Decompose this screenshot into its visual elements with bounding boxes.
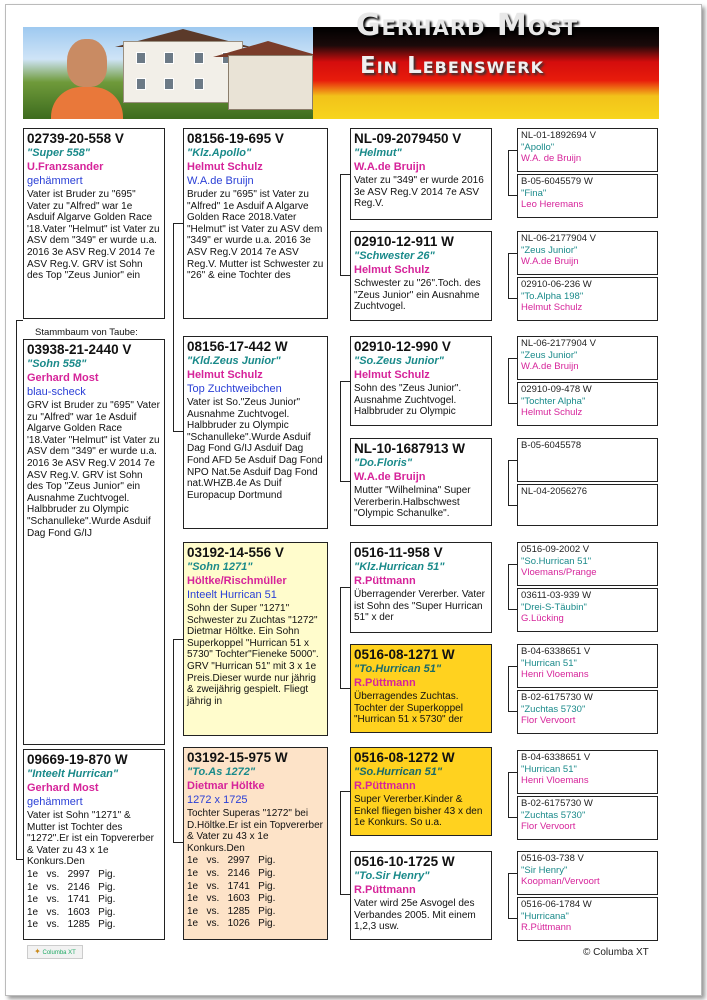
pedigree-mini-col4-3 (517, 231, 658, 275)
breeder-name: Henri Vloemans (521, 669, 589, 680)
breeder-name: Helmut Schulz (521, 302, 583, 313)
breeder-name: Gerhard Most (27, 372, 99, 384)
pedigree-mini-col4-9 (517, 542, 658, 586)
ring-number: 0516-09-2002 V (521, 544, 590, 555)
pigeon-name: "To.Alpha 198" (521, 290, 584, 302)
breeder-name: G.Lücking (521, 613, 564, 624)
result-line: 1e vs. 2997 Pig. (187, 855, 276, 867)
pigeon-name: "Schwester 26" (354, 250, 435, 262)
ring-number: 09669-19-870 W (27, 752, 128, 767)
description: Vater zu "349" er wurde 2016 3e ASV Reg.V 2014 7e ASV Reg.V. (354, 175, 484, 210)
pigeon-name: "To.As 1272" (187, 766, 256, 778)
stammbaum-label: Stammbaum von Taube: (35, 327, 138, 338)
breeder-name: W.A.de Bruijn (354, 471, 426, 483)
pedigree-card-col3-2 (350, 231, 492, 321)
breeder-name: W.A.de Bruijn (521, 361, 579, 372)
ring-number: 03938-21-2440 V (27, 342, 132, 357)
pedigree-mini-col4-14 (517, 796, 658, 840)
pedigree-card-col1-bottom (23, 749, 165, 940)
pigeon-name: "Zeus Junior" (521, 244, 578, 256)
pedigree-card-col1-top (23, 128, 165, 319)
result-line: 1e vs. 1603 Pig. (187, 893, 276, 905)
tree-connector (340, 381, 350, 482)
pigeon-name: "Hurricana" (521, 910, 569, 922)
ring-number: NL-01-1892694 V (521, 130, 596, 141)
pigeon-name: "Sohn 558" (27, 358, 87, 370)
result-line: 1e vs. 1026 Pig. (187, 918, 276, 930)
ring-number: NL-09-2079450 V (354, 131, 462, 146)
result-line: 1e vs. 2146 Pig. (187, 867, 276, 879)
pedigree-mini-col4-15 (517, 851, 658, 895)
description: Vater ist Sohn "1271" & Mutter ist Tochter des "1272".Er ist ein Topvererber & Vater zu 43 x 1e Konkurs.Den (27, 810, 154, 868)
pedigree-card-col3-5 (350, 542, 492, 633)
ring-number: 02910-06-236 W (521, 279, 592, 290)
tree-connector (508, 772, 517, 818)
extra-label: Top Zuchtweibchen (187, 383, 282, 395)
ring-number: 02910-09-478 W (521, 384, 592, 395)
result-line: 1e vs. 1285 Pig. (27, 919, 116, 931)
description: Bruder zu "695" ist Vater zu "Alfred" 1e Asduif A Algarve Golden Race 2018.Vater "Helmut" ist Vater zu ASV dem "349" er wurde u.a. 2016 3e ASV Reg.V 2014 7e ASV Reg.V. Mutter ist Schwester zu "26" & eine Tochter des (187, 189, 324, 282)
breeder-name: W.A. de Bruijn (521, 153, 582, 164)
breeder-name: R.Püttmann (354, 780, 416, 792)
pedigree-card-main (23, 339, 165, 745)
pigeon-name: "Klz.Hurrican 51" (354, 561, 445, 573)
pigeon-name: "So.Hurrican 51" (354, 766, 443, 778)
pedigree-card-col2-4 (183, 747, 328, 940)
breeder-name: R.Püttmann (354, 677, 416, 689)
pigeon-name: "So.Zeus Junior" (354, 355, 444, 367)
ring-number: 03192-15-975 W (187, 750, 288, 765)
ring-number: 08156-19-695 V (187, 131, 284, 146)
pedigree-card-col3-7 (350, 747, 492, 836)
pedigree-mini-col4-6 (517, 382, 658, 426)
pedigree-mini-col4-2 (517, 174, 658, 218)
tree-connector (340, 174, 350, 276)
pigeon-name: "Hurrican 51" (521, 657, 577, 669)
pigeon-icon: ✦ (34, 947, 41, 956)
extra-label: Inteelt Hurrican 51 (187, 589, 277, 601)
pigeon-name: "Sir Henry" (521, 864, 568, 876)
ring-number: 02910-12-911 W (354, 234, 454, 249)
breeder-name: Gerhard Most (27, 782, 99, 794)
result-line: 1e vs. 1741 Pig. (187, 880, 276, 892)
copyright-text: © Columba XT (583, 947, 649, 958)
pedigree-mini-col4-8 (517, 484, 658, 526)
pedigree-mini-col4-5 (517, 336, 658, 380)
description: Vater ist Bruder zu "695" Vater zu "Alfred" war 1e Asduif Algarve Golden Race '18.Vater "Helmut" ist Vater zu ASV dem "349" er wurde u.a. 2016 3e ASV Reg.V 2014 7e ASV Reg.V. GRV ist Sohn des Top "Zeus Junior" ein (27, 189, 160, 282)
breeder-name: W.A.de Bruijn (354, 161, 426, 173)
pigeon-name: "Do.Floris" (354, 457, 413, 469)
pedigree-card-col3-6 (350, 644, 492, 733)
ring-number: 0516-11-958 V (354, 545, 443, 560)
ring-number: B-02-6175730 W (521, 692, 593, 703)
tree-connector (173, 639, 183, 843)
pigeon-name: "Super 558" (27, 147, 91, 159)
pedigree-mini-col4-7 (517, 438, 658, 482)
page-title: Gerhard Most (355, 8, 579, 43)
pigeon-name: "Drei-S-Täubin" (521, 601, 587, 613)
ring-number: 0516-03-738 V (521, 853, 584, 864)
description: Tochter Superas "1272" bei D.Höltke.Er ist ein Topvererber & Vater zu 43 x 1e Konkurs.Den (187, 808, 323, 854)
ring-number: 08156-17-442 W (187, 339, 288, 354)
pigeon-name: "To.Hurrican 51" (354, 663, 442, 675)
ring-number: B-05-6045578 (521, 440, 582, 451)
pigeon-name: "Fina" (521, 187, 547, 199)
description: Mutter "Wilhelmina" Super Vererberin.Halbschwest "Olympic Schanulke". (354, 485, 471, 520)
columba-logo (27, 945, 83, 959)
ring-number: 0516-08-1271 W (354, 647, 455, 662)
breeder-name: Vloemans/Prange (521, 567, 597, 578)
tree-connector (16, 320, 23, 860)
description: Super Vererber.Kinder & Enkel fliegen bisher 43 x den 1e Konkurs. So u.a. (354, 794, 483, 829)
description: Sohn der Super "1271" Schwester zu Zuchtas "1272" Dietmar Höltke. Ein Sohn Superkoppel "Hurrican 51 x 5730" Tochter"Fieneke 5000". GRV "Hurrican 51" mit 3 x 1e Preis.Dieser wurde nur jährig & zweijährig gespielt. Fliegt jährig in (187, 603, 319, 707)
pigeon-name: "Helmut" (354, 147, 402, 159)
ring-number: B-04-6338651 V (521, 646, 591, 657)
pigeon-name: "Kld.Zeus Junior" (187, 355, 281, 367)
ring-number: B-02-6175730 W (521, 798, 593, 809)
ring-number: 0516-10-1725 W (354, 854, 455, 869)
tree-connector (508, 564, 517, 610)
result-line: 1e vs. 2997 Pig. (27, 868, 116, 880)
tree-connector (340, 791, 350, 895)
ring-number: 03611-03-939 W (521, 590, 592, 601)
result-line: 1e vs. 1603 Pig. (27, 906, 116, 918)
pigeon-name: "Sohn 1271" (187, 561, 253, 573)
tree-connector (508, 150, 517, 196)
pedigree-card-col3-8 (350, 851, 492, 940)
pedigree-mini-col4-11 (517, 644, 658, 688)
pigeon-name: "Inteelt Hurrican" (27, 768, 119, 780)
ring-number: 03192-14-556 V (187, 545, 284, 560)
description: Überragender Vererber. Vater ist Sohn des "Super Hurrican 51" x der (354, 589, 486, 624)
pigeon-name: "Zuchtas 5730" (521, 703, 586, 715)
pigeon-name: "Klz.Apollo" (187, 147, 252, 159)
pedigree-mini-col4-12 (517, 690, 658, 734)
result-line: 1e vs. 1285 Pig. (187, 905, 276, 917)
result-line: 1e vs. 2146 Pig. (27, 881, 116, 893)
extra-label: 1272 x 1725 (187, 794, 248, 806)
breeder-name: Dietmar Höltke (187, 780, 265, 792)
pedigree-mini-col4-16 (517, 897, 658, 941)
pedigree-card-col2-2 (183, 336, 328, 529)
pigeon-name: "So.Hurrican 51" (521, 555, 592, 567)
pedigree-mini-col4-10 (517, 588, 658, 632)
pigeon-name: "Zuchtas 5730" (521, 809, 586, 821)
logo-text: Columba XT (42, 950, 76, 956)
pedigree-mini-col4-13 (517, 750, 658, 794)
color-label: gehämmert (27, 796, 83, 808)
breeder-name: W.A.de Bruijn (521, 256, 579, 267)
breeder-name: R.Püttmann (354, 575, 416, 587)
tree-connector (508, 460, 517, 506)
pedigree-card-col3-1 (350, 128, 492, 220)
breeder-name: Henri Vloemans (521, 775, 589, 786)
breeder-name: Helmut Schulz (187, 161, 263, 173)
breeder-secondary: W.A.de Bruijn (187, 175, 254, 187)
tree-connector (508, 873, 517, 919)
description: Vater wird 25e Asvogel des Verbandes 2005. Mit einem 1,2,3 usw. (354, 898, 476, 933)
breeder-name: Flor Vervoort (521, 715, 576, 726)
description: Schwester zu "26".Toch. des "Zeus Junior" ein Ausnahme Zuchtvogel. (354, 278, 481, 313)
ring-number: B-04-6338651 V (521, 752, 591, 763)
color-label: blau-scheck (27, 386, 86, 398)
ring-number: NL-04-2056276 (521, 486, 588, 497)
breeder-name: Flor Vervoort (521, 821, 576, 832)
breeder-name: Helmut Schulz (354, 369, 430, 381)
ring-number: 0516-06-1784 W (521, 899, 592, 910)
color-label: gehämmert (27, 175, 83, 187)
breeder-name: R.Püttmann (354, 884, 416, 896)
page-subtitle: Ein Lebenswerk (360, 53, 544, 79)
result-line: 1e vs. 1741 Pig. (27, 894, 116, 906)
breeder-name: Leo Heremans (521, 199, 584, 210)
portrait-image (51, 35, 121, 119)
tree-connector (173, 223, 183, 432)
ring-number: B-05-6045579 W (521, 176, 593, 187)
breeder-name: Höltke/Rischmüller (187, 575, 287, 587)
description: GRV ist Bruder zu "695" Vater zu "Alfred" war 1e Asduif Algarve Golden Race '18.Vater "Helmut" ist Vater zu ASV dem "349" er wurde u.a. 2016 3e ASV Reg.V 2014 7e ASV Reg.V. GRV ist Sohn des Top "Zeus Junior" ein Ausnahme Zuchtvogel. Halbbruder zu Olympic "Schanulleke".Wurde Asduif Dag Fond G/IJ (27, 400, 160, 539)
pigeon-name: "Tochter Alpha" (521, 395, 586, 407)
pedigree-mini-col4-1 (517, 128, 658, 172)
description: Überragendes Zuchtas. Tochter der Superkoppel "Hurrican 51 x 5730" der (354, 691, 463, 726)
pedigree-card-col3-4 (350, 438, 492, 526)
tree-connector (508, 253, 517, 299)
tree-connector (508, 358, 517, 404)
pigeon-name: "Apollo" (521, 141, 555, 153)
pigeon-name: "To.Sir Henry" (354, 870, 430, 882)
pigeon-name: "Zeus Junior" (521, 349, 578, 361)
pedigree-card-col2-1 (183, 128, 328, 319)
breeder-name: Helmut Schulz (187, 369, 263, 381)
pedigree-card-col3-3 (350, 336, 492, 426)
pigeon-name: "Hurrican 51" (521, 763, 577, 775)
ring-number: NL-06-2177904 V (521, 233, 596, 244)
breeder-name: Koopman/Vervoort (521, 876, 600, 887)
ring-number: NL-06-2177904 V (521, 338, 596, 349)
breeder-name: R.Püttmann (521, 922, 572, 933)
pedigree-card-col2-3 (183, 542, 328, 736)
tree-connector (508, 666, 517, 712)
pedigree-mini-col4-4 (517, 277, 658, 321)
ring-number: NL-10-1687913 W (354, 441, 466, 456)
breeder-name: U.Franzsander (27, 161, 104, 173)
breeder-name: Helmut Schulz (521, 407, 583, 418)
description: Vater ist So."Zeus Junior" Ausnahme Zuchtvogel. Halbbruder zu Olympic "Schanulleke".Wurde Asduif Dag Fond G/IJ Asduif Dag Fond AFD 5e Asduif Dag Fond NPO Nat.5e Asduif Dag Fond nat.WHZB.4e As Duif Europacup Dortmund (187, 397, 323, 501)
ring-number: 02910-12-990 V (354, 339, 451, 354)
tree-connector (340, 587, 350, 689)
ring-number: 02739-20-558 V (27, 131, 124, 146)
ring-number: 0516-08-1272 W (354, 750, 455, 765)
barn-image (228, 55, 313, 110)
description: Sohn des "Zeus Junior". Ausnahme Zuchtvogel. Halbbruder zu Olympic (354, 383, 462, 418)
header-photo (23, 27, 313, 119)
breeder-name: Helmut Schulz (354, 264, 430, 276)
